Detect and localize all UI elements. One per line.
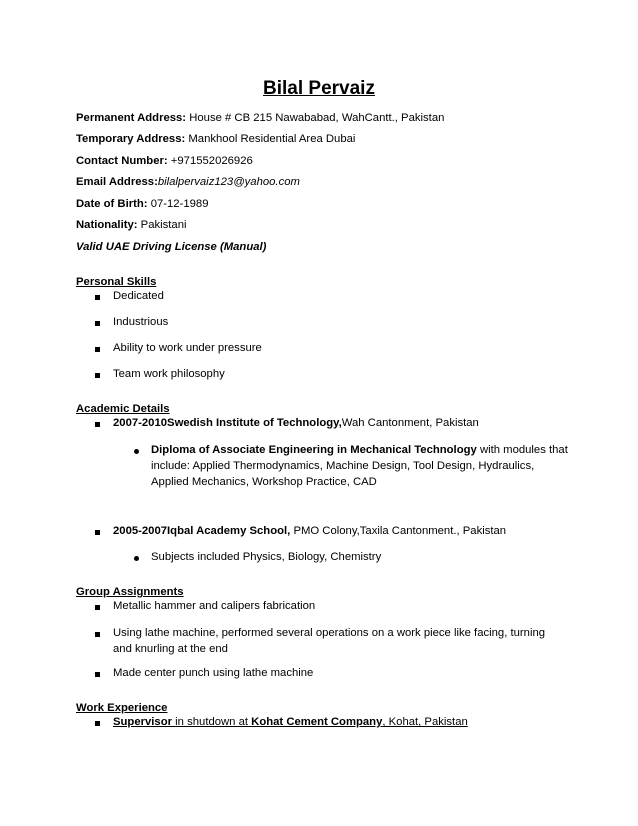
permanent-address-label: Permanent Address:	[76, 112, 187, 124]
bullet-square-icon	[95, 347, 100, 352]
contact-number-label: Contact Number:	[76, 155, 168, 167]
academic-location: Wah Cantonment, Pakistan	[341, 417, 479, 429]
resume-title: Bilal Pervaiz	[263, 78, 375, 99]
email-value: bilalpervaiz123@yahoo.com	[157, 176, 300, 188]
bullet-square-icon	[95, 422, 100, 427]
skill-item: Dedicated	[113, 290, 164, 302]
skill-item: Industrious	[113, 316, 169, 328]
dob-label: Date of Birth:	[76, 198, 148, 210]
temporary-address-value: Mankhool Residential Area Dubai	[188, 133, 356, 145]
work-mid: in shutdown at	[175, 716, 249, 728]
bullet-square-icon	[95, 321, 100, 326]
group-assignments-heading: Group Assignments	[76, 586, 184, 598]
academic-institution: Iqbal Academy School,	[167, 525, 291, 537]
nationality-value: Pakistani	[140, 219, 187, 231]
academic-heading: Academic Details	[76, 403, 170, 415]
work-role: Supervisor	[113, 716, 173, 728]
academic-institution: Swedish Institute of Technology,	[167, 417, 342, 429]
assignment-item: Made center punch using lathe machine	[113, 667, 314, 679]
skill-item: Team work philosophy	[113, 368, 225, 380]
work-experience-heading: Work Experience	[76, 702, 168, 714]
academic-years: 2007-2010	[113, 417, 168, 429]
nationality	[76, 219, 187, 231]
diploma-title: Diploma of Associate Engineering in Mechanical Technology	[151, 444, 477, 456]
driving-license: Valid UAE Driving License (Manual)	[76, 241, 267, 253]
date-of-birth	[76, 198, 208, 210]
email-address	[76, 176, 300, 188]
personal-skills-heading: Personal Skills	[76, 276, 157, 288]
academic-sub-line-3: Applied Mechanics, Workshop Practice, CAD	[151, 476, 377, 488]
bullet-dot-icon	[134, 449, 139, 454]
temporary-address-label: Temporary Address:	[76, 133, 186, 145]
academic-subjects: Subjects included Physics, Biology, Chemistry	[151, 551, 382, 563]
permanent-address-value: House # CB 215 Nawababad, WahCantt., Pakistan	[189, 112, 445, 124]
permanent-address	[76, 112, 444, 124]
contact-number-value: +971552026926	[170, 155, 253, 167]
bullet-square-icon	[95, 605, 100, 610]
academic-entry-2	[113, 525, 506, 537]
work-location: , Kohat, Pakistan	[382, 716, 468, 728]
bullet-square-icon	[95, 530, 100, 535]
bullet-square-icon	[95, 721, 100, 726]
assignment-item-line-2: and knurling at the end	[113, 643, 228, 655]
assignment-item-line-1: Using lathe machine, performed several operations on a work piece like facing, turning	[113, 627, 546, 639]
bullet-square-icon	[95, 632, 100, 637]
nationality-label: Nationality:	[76, 219, 138, 231]
bullet-dot-icon	[134, 556, 139, 561]
skill-item: Ability to work under pressure	[113, 342, 262, 354]
assignment-item: Metallic hammer and calipers fabrication	[113, 600, 316, 612]
bullet-square-icon	[95, 373, 100, 378]
academic-years: 2005-2007	[113, 525, 168, 537]
diploma-modules-intro: with modules that	[479, 444, 568, 456]
bullet-square-icon	[95, 295, 100, 300]
academic-sub-line-1	[151, 444, 568, 456]
academic-sub-line-2: include: Applied Thermodynamics, Machine Design, Tool Design, Hydraulics,	[151, 460, 535, 472]
academic-entry-1	[113, 417, 479, 429]
email-label: Email Address:	[76, 176, 158, 188]
contact-number	[76, 155, 253, 167]
work-entry	[113, 716, 468, 728]
temporary-address	[76, 133, 355, 145]
bullet-square-icon	[95, 672, 100, 677]
work-company: Kohat Cement Company	[251, 716, 383, 728]
dob-value: 07-12-1989	[150, 198, 209, 210]
academic-location: PMO Colony,Taxila Cantonment., Pakistan	[293, 525, 507, 537]
